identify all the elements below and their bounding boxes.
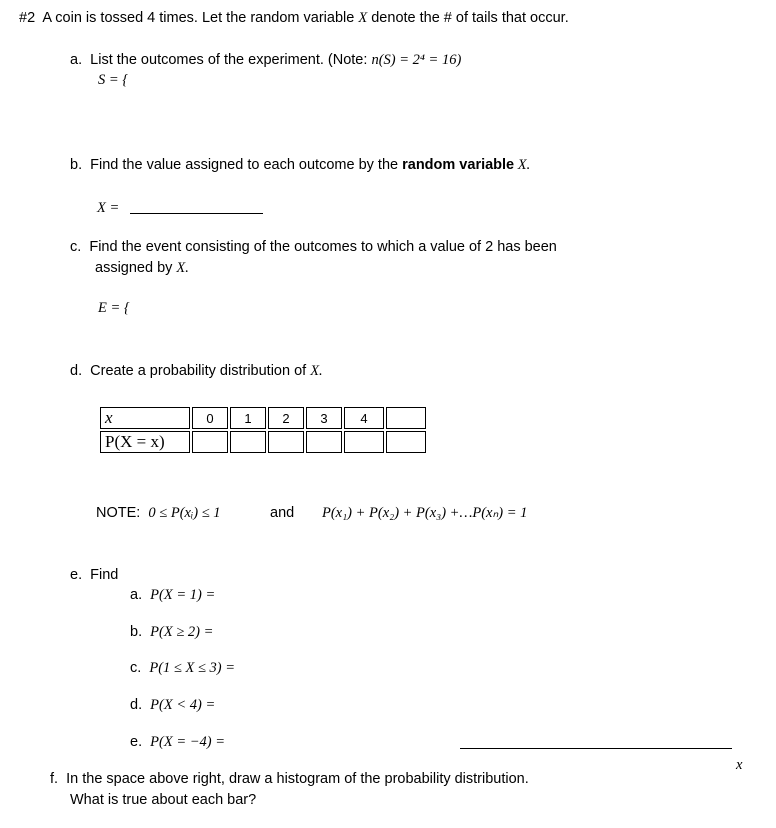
- part-d-label: d.: [70, 363, 83, 379]
- part-a-note-math: n(S) = 2⁴ = 16): [371, 52, 462, 68]
- part-f-label: f.: [50, 771, 59, 787]
- part-a-text: List the outcomes of the experiment. (Note:: [90, 52, 372, 68]
- part-b-label: b.: [70, 157, 83, 173]
- note-inequality: 0 ≤ P(xᵢ) ≤ 1: [148, 505, 221, 521]
- note-and: and: [270, 505, 295, 521]
- part-c-line2: assigned by: [95, 260, 177, 276]
- part-d-text: Create a probability distribution of: [90, 363, 311, 379]
- table-cell-x-1: 1: [230, 407, 266, 429]
- part-c-prompt-line1: [70, 239, 557, 255]
- part-e-item-e: e. P(X = −4) =: [130, 734, 226, 750]
- table-cell-p-0: [192, 431, 228, 453]
- part-c-line1: Find the event consisting of the outcomes to which a value of 2 has been: [89, 239, 557, 255]
- histogram-axis-line: [460, 748, 732, 749]
- question-prompt-pre: A coin is tossed 4 times. Let the random variable: [42, 10, 359, 26]
- random-variable-x: X: [358, 10, 368, 26]
- part-c-label: c.: [70, 239, 82, 255]
- part-a-prompt: [70, 52, 461, 69]
- part-c-prompt-line2: [95, 260, 189, 277]
- table-cell-x-2: 2: [268, 407, 304, 429]
- table-head-x: x: [100, 407, 190, 429]
- part-d-prompt: [70, 363, 323, 380]
- part-e-text: Find: [90, 567, 119, 583]
- x-equals-label: X =: [97, 200, 120, 216]
- histogram-axis-label: x: [736, 757, 743, 773]
- part-e-label: e.: [70, 567, 83, 583]
- table-cell-x-4: 4: [344, 407, 384, 429]
- question-prompt-post: denote the # of tails that occur.: [367, 10, 569, 26]
- table-cell-p-5: [386, 431, 426, 453]
- part-b-prompt: [70, 157, 530, 174]
- question-header: [19, 10, 569, 27]
- x-answer-line: [130, 213, 263, 214]
- part-e-item-b: b. P(X ≥ 2) =: [130, 624, 214, 640]
- part-e-item-d: d. P(X < 4) =: [130, 697, 216, 713]
- part-b-var: X.: [514, 157, 531, 173]
- event-set-line: E = {: [98, 300, 130, 316]
- part-b-bold: random variable: [402, 157, 515, 173]
- table-cell-p-4: [344, 431, 384, 453]
- table-cell-p-3: [306, 431, 342, 453]
- part-c-var: X.: [176, 260, 189, 276]
- part-e-item-c: c. P(1 ≤ X ≤ 3) =: [130, 660, 236, 676]
- table-row-probability: [100, 431, 426, 453]
- table-cell-x-3: 3: [306, 407, 342, 429]
- note-line: [96, 505, 221, 522]
- probability-distribution-table: [98, 405, 428, 455]
- sample-space-line: S = {: [98, 72, 129, 88]
- part-e-item-a: a. P(X = 1) =: [130, 587, 216, 603]
- note-sum: P(x₁) + P(x₂) + P(x₃) +…P(xₙ) = 1: [322, 505, 528, 521]
- part-e-prompt: [70, 567, 118, 583]
- part-b-text: Find the value assigned to each outcome by the: [90, 157, 403, 173]
- note-label: NOTE:: [96, 505, 141, 521]
- table-head-probability: P(X = x): [100, 431, 190, 453]
- part-f-prompt-line1: [50, 771, 529, 787]
- part-d-var: X.: [310, 363, 323, 379]
- part-f-prompt-line2: What is true about each bar?: [70, 792, 257, 808]
- table-cell-x-5: [386, 407, 426, 429]
- table-cell-p-1: [230, 431, 266, 453]
- question-number: #2: [19, 10, 36, 26]
- part-f-line1: In the space above right, draw a histogram of the probability distribution.: [66, 771, 529, 787]
- part-a-label: a.: [70, 52, 83, 68]
- table-row-x: [100, 407, 426, 429]
- table-cell-x-0: 0: [192, 407, 228, 429]
- table-cell-p-2: [268, 431, 304, 453]
